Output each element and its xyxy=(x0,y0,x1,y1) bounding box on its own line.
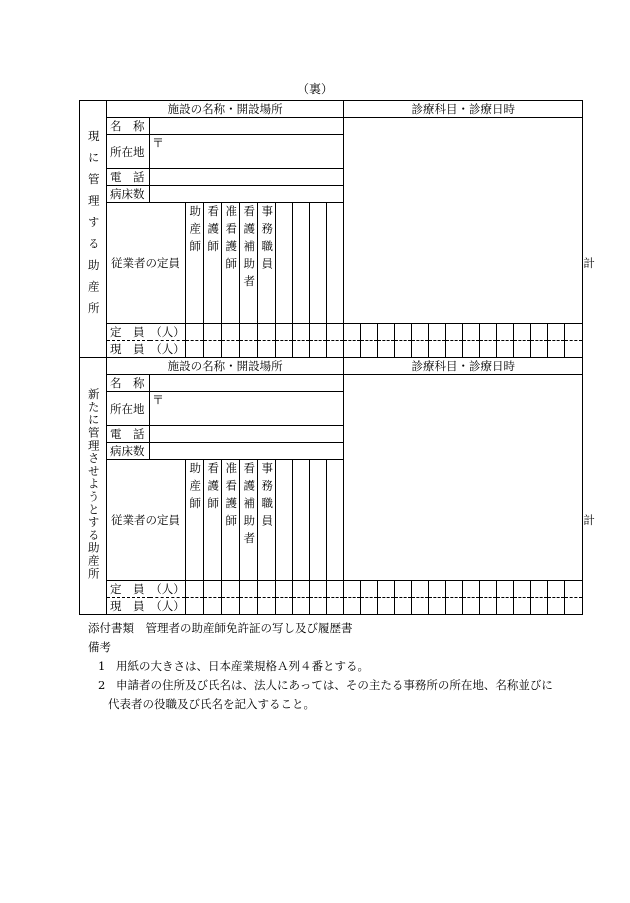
capacity-cell[interactable] xyxy=(276,324,293,341)
current-cell[interactable] xyxy=(395,598,412,615)
capacity-cell[interactable] xyxy=(361,581,378,598)
application-form xyxy=(79,100,595,615)
capacity-cell[interactable] xyxy=(310,581,327,598)
current-cell[interactable] xyxy=(186,598,204,615)
clinic-header: 診療科目・診療日時 xyxy=(344,101,583,118)
name-field[interactable] xyxy=(150,375,344,392)
section-title: 新たに管理させようとする助産所 xyxy=(86,388,101,580)
phone-field[interactable] xyxy=(150,426,344,443)
current-cell[interactable] xyxy=(446,598,463,615)
job-nurse xyxy=(204,460,222,581)
capacity-cell[interactable] xyxy=(327,324,344,341)
capacity-cell[interactable] xyxy=(240,581,258,598)
job-office-staff xyxy=(258,203,276,324)
capacity-cell[interactable] xyxy=(565,324,583,341)
facility-header: 施設の名称・開設場所 xyxy=(107,101,344,118)
postal-mark: 〒 xyxy=(152,136,165,150)
job-nursing-aide-text: 看護補助者 xyxy=(242,205,257,293)
capacity-cell[interactable] xyxy=(497,324,514,341)
staff-blank[interactable] xyxy=(293,203,310,324)
current-cell[interactable] xyxy=(276,598,293,615)
capacity-cell[interactable] xyxy=(344,581,361,598)
current-cell[interactable] xyxy=(429,341,446,358)
capacity-cell[interactable] xyxy=(310,324,327,341)
job-assistant-nurse-text: 准看護師 xyxy=(224,205,239,275)
remark-text: 用紙の大きさは、日本産業規格Ａ列４番とする。 xyxy=(116,659,369,673)
current-cell[interactable] xyxy=(480,598,497,615)
staff-label: 従業者の定員 xyxy=(107,203,186,324)
current-cell[interactable] xyxy=(293,341,310,358)
current-cell[interactable] xyxy=(240,341,258,358)
capacity-cell[interactable] xyxy=(463,324,480,341)
beds-field[interactable] xyxy=(150,186,344,203)
current-cell[interactable] xyxy=(204,341,222,358)
capacity-cell[interactable] xyxy=(344,324,361,341)
capacity-cell[interactable] xyxy=(514,581,531,598)
capacity-cell[interactable] xyxy=(548,581,565,598)
current-cell[interactable] xyxy=(344,598,361,615)
name-field[interactable] xyxy=(150,118,344,135)
capacity-cell[interactable] xyxy=(429,324,446,341)
capacity-cell[interactable] xyxy=(258,324,276,341)
current-cell[interactable] xyxy=(395,341,412,358)
current-cell[interactable] xyxy=(186,341,204,358)
current-cell[interactable] xyxy=(293,598,310,615)
name-label: 名 称 xyxy=(107,375,150,392)
staff-blank[interactable] xyxy=(276,460,293,581)
capacity-cell[interactable] xyxy=(565,581,583,598)
capacity-cell[interactable] xyxy=(293,581,310,598)
notes xyxy=(88,619,558,714)
job-assistant-nurse xyxy=(222,460,240,581)
staff-blank[interactable] xyxy=(310,203,327,324)
job-nurse-text: 看護師 xyxy=(206,462,221,515)
capacity-cell[interactable] xyxy=(531,324,548,341)
name-label: 名 称 xyxy=(107,118,150,135)
current-cell[interactable] xyxy=(258,341,276,358)
phone-field[interactable] xyxy=(150,169,344,186)
current-cell[interactable] xyxy=(258,598,276,615)
beds-label: 病床数 xyxy=(107,186,150,203)
current-cell[interactable] xyxy=(310,341,327,358)
job-nursing-aide-text: 看護補助者 xyxy=(242,462,257,550)
current-cell[interactable] xyxy=(378,598,395,615)
current-cell[interactable] xyxy=(344,341,361,358)
staff-blank[interactable] xyxy=(276,203,293,324)
capacity-label: 定 員 （人） xyxy=(107,324,186,341)
attachments-note: 添付書類 管理者の助産師免許証の写し及び履歴書 xyxy=(88,621,353,635)
job-nurse-text: 看護師 xyxy=(206,205,221,258)
current-cell[interactable] xyxy=(497,341,514,358)
job-office-staff-text: 事務職員 xyxy=(260,462,275,532)
current-cell[interactable] xyxy=(497,598,514,615)
capacity-cell[interactable] xyxy=(480,324,497,341)
phone-label: 電 話 xyxy=(107,426,150,443)
capacity-cell[interactable] xyxy=(412,324,429,341)
staff-blank[interactable] xyxy=(293,460,310,581)
current-cell[interactable] xyxy=(548,341,565,358)
capacity-cell[interactable] xyxy=(429,581,446,598)
remark-number: 2 xyxy=(98,678,106,692)
job-nursing-aide xyxy=(240,203,258,324)
capacity-cell[interactable] xyxy=(395,581,412,598)
capacity-cell[interactable] xyxy=(186,581,204,598)
job-assistant-nurse-text: 准看護師 xyxy=(224,462,239,532)
current-cell[interactable] xyxy=(463,598,480,615)
capacity-cell[interactable] xyxy=(378,581,395,598)
clinic-field[interactable] xyxy=(344,375,583,581)
capacity-cell[interactable] xyxy=(446,324,463,341)
remark-text: 申請者の住所及び氏名は、法人にあっては、その主たる事務所の所在地、名称並びに代表者の役職及び氏名を記入すること。 xyxy=(108,678,553,711)
current-label: 現 員 （人） xyxy=(107,598,186,615)
current-cell[interactable] xyxy=(565,341,583,358)
capacity-cell[interactable] xyxy=(548,324,565,341)
current-cell[interactable] xyxy=(463,341,480,358)
current-cell[interactable] xyxy=(412,341,429,358)
capacity-cell[interactable] xyxy=(378,324,395,341)
current-cell[interactable] xyxy=(327,598,344,615)
capacity-cell[interactable] xyxy=(497,581,514,598)
current-cell[interactable] xyxy=(480,341,497,358)
current-cell[interactable] xyxy=(361,598,378,615)
current-cell[interactable] xyxy=(361,341,378,358)
current-cell[interactable] xyxy=(412,598,429,615)
capacity-cell[interactable] xyxy=(204,324,222,341)
current-label: 現 員 （人） xyxy=(107,341,186,358)
current-cell[interactable] xyxy=(240,598,258,615)
job-midwife xyxy=(186,460,204,581)
capacity-cell[interactable] xyxy=(514,324,531,341)
beds-label: 病床数 xyxy=(107,443,150,460)
capacity-cell[interactable] xyxy=(186,324,204,341)
capacity-label: 定 員 （人） xyxy=(107,581,186,598)
postal-mark: 〒 xyxy=(152,393,165,407)
current-cell[interactable] xyxy=(327,341,344,358)
capacity-cell[interactable] xyxy=(204,581,222,598)
address-field[interactable] xyxy=(150,392,344,426)
address-field[interactable] xyxy=(150,135,344,169)
capacity-cell[interactable] xyxy=(531,581,548,598)
section-new-facility: 新たに管理させようとする助産所 施設の名称・開設場所 診療科目・診療日時 名 称 所在地 〒 電 話 病床数 従業者の定員 助産師 看護師 准看護師 看護補助者 事務職員 計 定 員 （人） 現 員 （人） xyxy=(79,357,583,615)
staff-blank[interactable] xyxy=(327,460,344,581)
clinic-field[interactable] xyxy=(344,118,583,324)
job-nurse xyxy=(204,203,222,324)
current-cell[interactable] xyxy=(378,341,395,358)
capacity-cell[interactable] xyxy=(222,324,240,341)
job-office-staff-text: 事務職員 xyxy=(260,205,275,275)
remark-item xyxy=(88,676,558,714)
capacity-cell[interactable] xyxy=(412,581,429,598)
capacity-cell[interactable] xyxy=(258,581,276,598)
section-title-cell xyxy=(80,358,107,615)
back-side-label: （裏） xyxy=(296,82,333,96)
capacity-cell[interactable] xyxy=(276,581,293,598)
job-assistant-nurse xyxy=(222,203,240,324)
job-office-staff xyxy=(258,460,276,581)
remarks-title: 備考 xyxy=(88,640,111,654)
job-midwife-text: 助産師 xyxy=(188,462,203,515)
capacity-cell[interactable] xyxy=(446,581,463,598)
current-cell[interactable] xyxy=(531,598,548,615)
section-title-cell xyxy=(80,101,107,358)
current-cell[interactable] xyxy=(565,598,583,615)
capacity-cell[interactable] xyxy=(463,581,480,598)
current-cell[interactable] xyxy=(222,341,240,358)
current-cell[interactable] xyxy=(446,341,463,358)
current-cell[interactable] xyxy=(429,598,446,615)
staff-blank[interactable] xyxy=(327,203,344,324)
section-title: 現に管理する助産所 xyxy=(86,130,101,324)
staff-blank[interactable] xyxy=(310,460,327,581)
clinic-header: 診療科目・診療日時 xyxy=(344,358,583,375)
capacity-cell[interactable] xyxy=(222,581,240,598)
current-cell[interactable] xyxy=(531,341,548,358)
remark-item xyxy=(88,657,558,676)
current-cell[interactable] xyxy=(548,598,565,615)
current-cell[interactable] xyxy=(222,598,240,615)
current-cell[interactable] xyxy=(514,598,531,615)
capacity-cell[interactable] xyxy=(293,324,310,341)
address-label: 所在地 xyxy=(107,392,150,426)
capacity-cell[interactable] xyxy=(361,324,378,341)
phone-label: 電 話 xyxy=(107,169,150,186)
capacity-cell[interactable] xyxy=(327,581,344,598)
address-label: 所在地 xyxy=(107,135,150,169)
current-cell[interactable] xyxy=(276,341,293,358)
current-cell[interactable] xyxy=(514,341,531,358)
capacity-cell[interactable] xyxy=(480,581,497,598)
facility-header: 施設の名称・開設場所 xyxy=(107,358,344,375)
beds-field[interactable] xyxy=(150,443,344,460)
section-current-facility: 現に管理する助産所 施設の名称・開設場所 診療科目・診療日時 名 称 所在地 〒 電 話 病床数 従業者の定員 助産師 看護師 准看護師 看護補助者 事務職員 計 定 員 （人） 現 員 （人） xyxy=(79,100,583,358)
job-midwife xyxy=(186,203,204,324)
current-cell[interactable] xyxy=(204,598,222,615)
current-cell[interactable] xyxy=(310,598,327,615)
capacity-cell[interactable] xyxy=(240,324,258,341)
job-nursing-aide xyxy=(240,460,258,581)
remark-number: 1 xyxy=(98,659,106,673)
staff-label: 従業者の定員 xyxy=(107,460,186,581)
job-midwife-text: 助産師 xyxy=(188,205,203,258)
capacity-cell[interactable] xyxy=(395,324,412,341)
